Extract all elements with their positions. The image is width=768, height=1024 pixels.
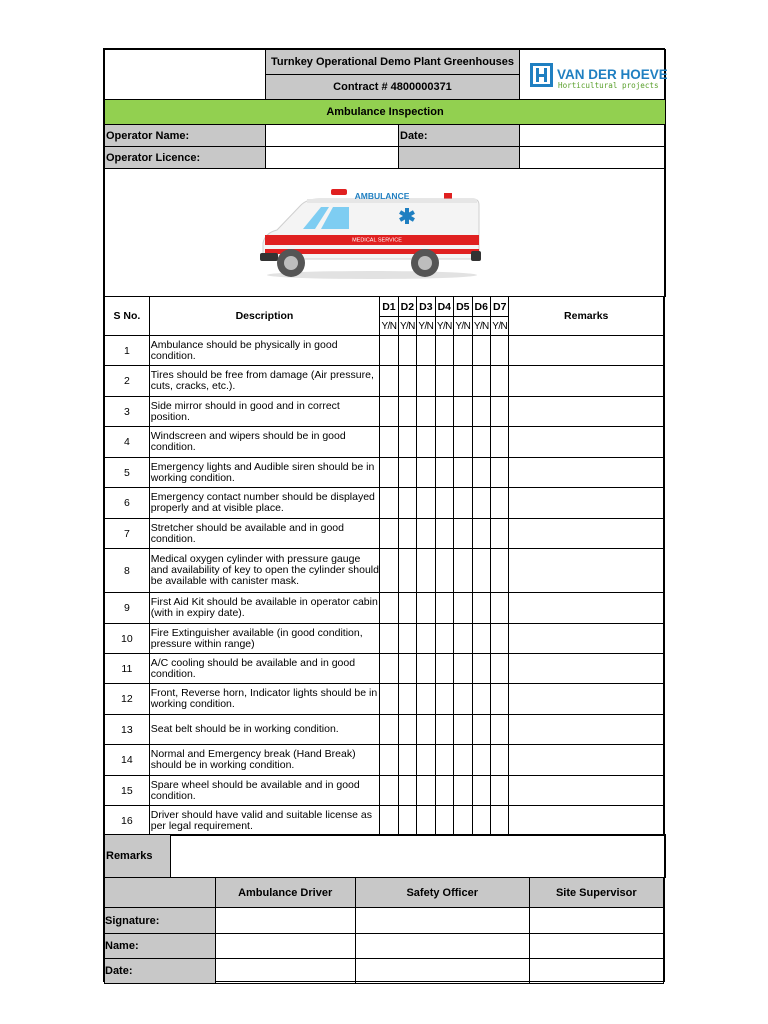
operator-licence-extra-label [398,146,520,169]
day-check-cell[interactable] [472,336,490,366]
day-check-cell[interactable] [435,715,453,745]
day-check-cell[interactable] [417,593,435,624]
signature-label: Signature: [105,908,216,934]
row-remarks-cell[interactable] [509,366,664,397]
date-label: Date: [105,959,216,984]
day-check-cell[interactable] [417,427,435,458]
day-check-cell[interactable] [417,488,435,519]
table-row [105,366,664,397]
row-description: A/C cooling should be available and in good condition. [149,654,379,684]
row-description: Windscreen and wipers should be in good condition. [149,427,379,458]
remarks-header: Remarks [509,297,664,336]
day-check-cell[interactable] [454,549,472,593]
day-check-cell[interactable] [398,715,416,745]
yn-header: Y/N [435,317,453,336]
day-check-cell[interactable] [380,684,398,715]
row-remarks-cell[interactable] [509,458,664,488]
day-check-cell[interactable] [490,715,508,745]
row-number: 13 [105,715,150,745]
day-check-cell[interactable] [472,776,490,806]
row-number: 2 [105,366,150,397]
day-check-cell[interactable] [380,488,398,519]
day-check-cell[interactable] [398,806,416,836]
row-remarks-cell[interactable] [509,519,664,549]
day-check-cell[interactable] [398,397,416,427]
description-header: Description [149,297,379,336]
day-check-cell[interactable] [472,366,490,397]
header-blank-cell [104,49,266,100]
inspection-table [104,296,664,836]
signature-field[interactable] [355,908,529,934]
day-check-cell[interactable] [380,397,398,427]
table-row [105,715,664,745]
signature-field[interactable] [529,908,663,934]
row-remarks-cell[interactable] [509,806,664,836]
row-number: 1 [105,336,150,366]
day-check-cell[interactable] [435,776,453,806]
day-check-cell[interactable] [454,776,472,806]
table-row [105,684,664,715]
row-remarks-cell[interactable] [509,624,664,654]
row-remarks-cell[interactable] [509,427,664,458]
row-remarks-cell[interactable] [509,549,664,593]
day-check-cell[interactable] [398,458,416,488]
day-check-cell[interactable] [417,624,435,654]
day-check-cell[interactable] [454,715,472,745]
row-description: Ambulance should be physically in good condition. [149,336,379,366]
day-check-cell[interactable] [454,336,472,366]
day-check-cell[interactable] [380,654,398,684]
row-number: 4 [105,427,150,458]
day-check-cell[interactable] [417,458,435,488]
day-check-cell[interactable] [490,806,508,836]
day-check-cell[interactable] [454,519,472,549]
day-check-cell[interactable] [417,806,435,836]
day-check-cell[interactable] [472,427,490,458]
day-check-cell[interactable] [398,519,416,549]
day-check-cell[interactable] [472,654,490,684]
day-check-cell[interactable] [490,776,508,806]
row-number: 10 [105,624,150,654]
yn-header: Y/N [398,317,416,336]
row-number: 5 [105,458,150,488]
form-title: Ambulance Inspection [104,99,666,125]
table-row [105,593,664,624]
day-check-cell[interactable] [454,684,472,715]
day-check-cell[interactable] [380,427,398,458]
day-check-cell[interactable] [490,366,508,397]
day-header: D2 [398,297,416,317]
row-remarks-cell[interactable] [509,715,664,745]
day-check-cell[interactable] [380,458,398,488]
day-check-cell[interactable] [380,776,398,806]
day-check-cell[interactable] [398,624,416,654]
day-check-cell[interactable] [454,745,472,776]
day-check-cell[interactable] [380,624,398,654]
name-field[interactable] [215,934,355,959]
row-remarks-cell[interactable] [509,654,664,684]
signature-corner-cell [105,878,216,908]
row-description: Medical oxygen cylinder with pressure gauge and availability of key to open the cylinder should be available with canister mask. [149,549,379,593]
name-field[interactable] [529,934,663,959]
inspection-form [103,48,665,982]
row-description: Spare wheel should be available and in good condition. [149,776,379,806]
row-remarks-cell[interactable] [509,745,664,776]
day-check-cell[interactable] [398,366,416,397]
day-check-cell[interactable] [398,745,416,776]
day-check-cell[interactable] [398,654,416,684]
remarks-label: Remarks [104,834,171,878]
day-check-cell[interactable] [472,745,490,776]
table-row [105,549,664,593]
table-row [105,397,664,427]
role-ambulance-driver: Ambulance Driver [215,878,355,908]
day-check-cell[interactable] [490,458,508,488]
table-row [105,458,664,488]
day-check-cell[interactable] [490,519,508,549]
yn-header: Y/N [454,317,472,336]
day-check-cell[interactable] [380,549,398,593]
row-description: Emergency contact number should be displayed properly and at visible place. [149,488,379,519]
table-row [105,806,664,836]
table-row [105,336,664,366]
day-check-cell[interactable] [435,624,453,654]
ambulance-stripe-text: MEDICAL SERVICE [352,237,402,244]
day-check-cell[interactable] [490,624,508,654]
operator-date-field[interactable] [519,124,666,147]
row-number: 3 [105,397,150,427]
row-remarks-cell[interactable] [509,397,664,427]
day-check-cell[interactable] [472,684,490,715]
day-check-cell[interactable] [472,397,490,427]
day-check-cell[interactable] [435,458,453,488]
logo-tagline: Horticultural projects [558,81,659,90]
day-check-cell[interactable] [435,366,453,397]
day-check-cell[interactable] [398,776,416,806]
day-check-cell[interactable] [435,806,453,836]
row-description: Tires should be free from damage (Air pressure, cuts, cracks, etc.). [149,366,379,397]
day-check-cell[interactable] [472,624,490,654]
row-description: Seat belt should be in working condition. [149,715,379,745]
day-check-cell[interactable] [490,684,508,715]
table-row [105,624,664,654]
table-row [105,519,664,549]
day-check-cell[interactable] [398,336,416,366]
day-check-cell[interactable] [435,336,453,366]
day-check-cell[interactable] [417,715,435,745]
row-number: 16 [105,806,150,836]
day-check-cell[interactable] [417,519,435,549]
day-check-cell[interactable] [490,427,508,458]
day-check-cell[interactable] [380,519,398,549]
name-field[interactable] [355,934,529,959]
day-check-cell[interactable] [435,745,453,776]
day-check-cell[interactable] [398,593,416,624]
yn-header: Y/N [380,317,398,336]
row-description: Fire Extinguisher available (in good condition, pressure within range) [149,624,379,654]
day-header: D1 [380,297,398,317]
day-header: D5 [454,297,472,317]
day-check-cell[interactable] [398,488,416,519]
row-number: 7 [105,519,150,549]
signature-table [104,877,664,984]
day-check-cell[interactable] [398,684,416,715]
row-remarks-cell[interactable] [509,488,664,519]
day-check-cell[interactable] [435,549,453,593]
day-check-cell[interactable] [417,366,435,397]
day-check-cell[interactable] [417,776,435,806]
operator-licence-extra-field[interactable] [519,146,666,169]
day-check-cell[interactable] [454,593,472,624]
row-number: 9 [105,593,150,624]
day-check-cell[interactable] [472,715,490,745]
contract-number: Contract # 4800000371 [265,74,520,100]
day-check-cell[interactable] [490,654,508,684]
day-check-cell[interactable] [435,593,453,624]
day-check-cell[interactable] [472,458,490,488]
signature-field[interactable] [215,908,355,934]
day-check-cell[interactable] [454,427,472,458]
remarks-field[interactable] [170,834,666,878]
day-check-cell[interactable] [435,427,453,458]
date-field[interactable] [215,959,355,984]
row-number: 12 [105,684,150,715]
ambulance-image-area [104,168,666,297]
day-check-cell[interactable] [472,519,490,549]
day-check-cell[interactable] [380,745,398,776]
day-check-cell[interactable] [472,549,490,593]
day-check-cell[interactable] [490,549,508,593]
day-header: D4 [435,297,453,317]
row-remarks-cell[interactable] [509,776,664,806]
day-check-cell[interactable] [380,715,398,745]
ambulance-badge-text: AMBULANCE [354,191,410,201]
row-number: 6 [105,488,150,519]
day-check-cell[interactable] [435,488,453,519]
day-check-cell[interactable] [454,806,472,836]
day-check-cell[interactable] [490,397,508,427]
day-check-cell[interactable] [435,654,453,684]
row-remarks-cell[interactable] [509,593,664,624]
day-check-cell[interactable] [398,549,416,593]
row-remarks-cell[interactable] [509,336,664,366]
name-label: Name: [105,934,216,959]
day-check-cell[interactable] [454,397,472,427]
table-row [105,776,664,806]
day-check-cell[interactable] [380,366,398,397]
day-check-cell[interactable] [417,549,435,593]
operator-licence-field[interactable] [265,146,399,169]
day-check-cell[interactable] [454,624,472,654]
day-header: D3 [417,297,435,317]
row-description: Normal and Emergency break (Hand Break) should be in working condition. [149,745,379,776]
day-header: D7 [490,297,508,317]
day-check-cell[interactable] [490,336,508,366]
day-check-cell[interactable] [454,366,472,397]
row-number: 8 [105,549,150,593]
table-row [105,427,664,458]
operator-name-field[interactable] [265,124,399,147]
day-check-cell[interactable] [380,806,398,836]
role-site-supervisor: Site Supervisor [529,878,663,908]
operator-name-label: Operator Name: [104,124,266,147]
sno-header: S No. [105,297,150,336]
row-description: Emergency lights and Audible siren should be in working condition. [149,458,379,488]
yn-header: Y/N [472,317,490,336]
day-check-cell[interactable] [435,397,453,427]
table-row [105,654,664,684]
day-check-cell[interactable] [472,488,490,519]
day-check-cell[interactable] [472,593,490,624]
table-row [105,745,664,776]
day-check-cell[interactable] [490,593,508,624]
day-check-cell[interactable] [417,336,435,366]
role-safety-officer: Safety Officer [355,878,529,908]
row-description: Side mirror should in good and in correct position. [149,397,379,427]
day-check-cell[interactable] [380,593,398,624]
day-check-cell[interactable] [417,397,435,427]
row-number: 14 [105,745,150,776]
day-check-cell[interactable] [454,654,472,684]
day-check-cell[interactable] [472,806,490,836]
day-check-cell[interactable] [417,654,435,684]
day-check-cell[interactable] [490,745,508,776]
row-description: First Aid Kit should be available in operator cabin (with in expiry date). [149,593,379,624]
row-description: Front, Reverse horn, Indicator lights should be in working condition. [149,684,379,715]
day-check-cell[interactable] [417,684,435,715]
day-check-cell[interactable] [490,488,508,519]
day-check-cell[interactable] [417,745,435,776]
yn-header: Y/N [417,317,435,336]
company-logo [519,49,666,100]
day-check-cell[interactable] [454,458,472,488]
table-row [105,488,664,519]
operator-licence-label: Operator Licence: [104,146,266,169]
row-description: Stretcher should be available and in good condition. [149,519,379,549]
project-title: Turnkey Operational Demo Plant Greenhouses [265,49,520,75]
logo-graphic [520,50,667,101]
day-check-cell[interactable] [398,427,416,458]
operator-date-label: Date: [398,124,520,147]
row-number: 15 [105,776,150,806]
row-remarks-cell[interactable] [509,684,664,715]
row-number: 11 [105,654,150,684]
date-field[interactable] [529,959,663,984]
day-check-cell[interactable] [435,519,453,549]
logo-name: VAN DER HOEVEN [557,67,667,82]
day-check-cell[interactable] [380,336,398,366]
day-header: D6 [472,297,490,317]
date-field[interactable] [355,959,529,984]
day-check-cell[interactable] [454,488,472,519]
row-description: Driver should have valid and suitable license as per legal requirement. [149,806,379,836]
yn-header: Y/N [490,317,508,336]
ambulance-icon [257,183,497,283]
day-check-cell[interactable] [435,684,453,715]
